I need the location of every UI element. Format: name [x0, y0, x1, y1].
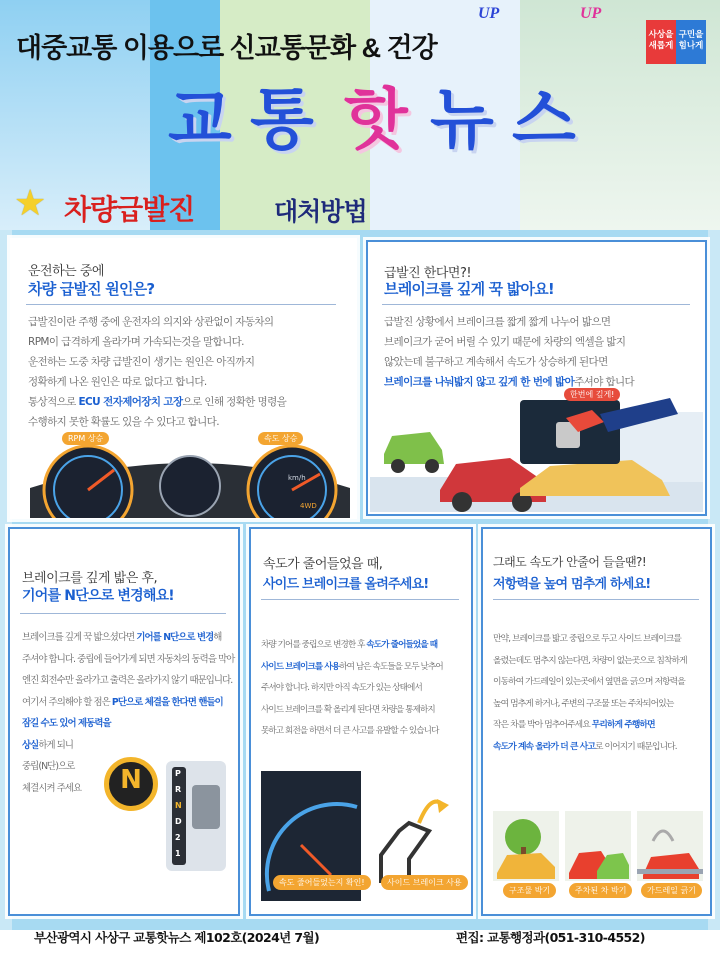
body-text: 정확하게 나온 원인은 따로 없다고 합니다.	[28, 376, 207, 388]
panel-heading: 저항력을 높여 멈추게 하세요!	[493, 577, 651, 592]
logo-line: 구민을	[678, 30, 704, 40]
caption: 구조물 박기	[503, 883, 556, 898]
body-text: 차량 기어를 중립으로 변경한 후	[261, 640, 367, 650]
body-text: 중립(N단)으로	[22, 761, 75, 772]
shift-label: 1	[175, 849, 181, 858]
headline: 대중교통 이용으로 신교통문화 & 건강	[16, 33, 437, 63]
panel-resistance	[481, 527, 712, 916]
body-line	[28, 332, 348, 352]
topic-title: 차량급발진	[64, 193, 195, 226]
body-text: 수행하지 못한 확률도 있을 수 있다고 합니다.	[28, 416, 219, 428]
divider	[26, 304, 336, 305]
panel-intro: 급발진 한다면?!	[384, 266, 472, 281]
masthead-char: 교	[168, 81, 232, 158]
body-text: 브레이크가 굳어 버릴 수 있기 때문에 차량의 엑셀을 밟지	[384, 336, 626, 348]
body-line	[384, 372, 702, 392]
emphasis-text: 사이드 브레이크를 사용	[261, 661, 340, 672]
caption: 가드레일 긁기	[641, 883, 702, 898]
panel-brake	[366, 240, 707, 516]
body-line	[22, 692, 236, 714]
shift-label: R	[175, 785, 182, 794]
body-line	[261, 635, 471, 657]
body-line	[384, 332, 702, 352]
shift-label: N	[175, 801, 182, 810]
caption: 속도 줄어들었는지 확인!	[273, 875, 371, 890]
panel-body	[261, 635, 471, 743]
body-text: 작은 차를 박아 멈추어주세요	[493, 720, 592, 730]
brake-scene-illustration	[370, 392, 703, 512]
body-text: 못하고 회전을 하면서 더 큰 사고를 유발할 수 있습니다	[261, 726, 439, 736]
divider	[261, 599, 459, 600]
masthead-char: 통	[250, 81, 314, 158]
topic-subtitle: 대처방법	[274, 197, 367, 226]
emphasis-text: 잠길 수도 있어 제동력을	[22, 718, 111, 729]
panel-heading: 사이드 브레이크를 올려주세요!	[263, 577, 429, 592]
panel-intro: 그래도 속도가 안줄어 들을땐?!	[493, 555, 647, 569]
body-text: 로 이어지기 때문입니다.	[595, 741, 677, 752]
body-line	[22, 627, 236, 649]
body-text: 하게 되니	[38, 739, 74, 751]
panel-body	[493, 629, 709, 758]
district-logo	[646, 20, 706, 64]
body-line	[22, 670, 236, 692]
divider	[493, 599, 699, 600]
panel-heading: 기어를 N단으로 변경해요!	[22, 588, 174, 604]
body-text: 올렸는데도 멈추지 않는다면, 차량이 없는곳으로 침착하게	[493, 655, 687, 666]
emphasis-text: 속도가 계속 올라가 더 큰 사고	[493, 741, 595, 752]
bubble-label: 한번에 깊게!	[564, 388, 620, 401]
speed-label: 속도 상승	[258, 432, 303, 445]
body-line	[384, 352, 702, 372]
body-text: 않았는데 불구하고 계속해서 속도가 상승하게 된다면	[384, 356, 608, 368]
star-icon: ★	[14, 183, 47, 224]
body-text: 주셔야 합니다	[574, 376, 635, 388]
body-line	[28, 352, 348, 372]
body-text: 높여 멈추게 하거나, 주변의 구조물 또는 주차되어있는	[493, 698, 674, 709]
body-line	[493, 672, 709, 694]
divider	[382, 304, 690, 305]
panel-heading: 차량 급발진 원인은?	[28, 280, 155, 298]
emphasis-text: 상실	[22, 739, 39, 751]
rpm-label: RPM 상승	[62, 432, 109, 445]
body-line	[28, 372, 348, 392]
body-text: 하여 남은 속도들을 모두 낮추어	[339, 661, 443, 672]
emphasis-text: 속도가 줄어들었을 때	[366, 640, 438, 650]
body-text: 사이드 브레이크를 확 올리게 된다면 차량을 통제하지	[261, 704, 435, 715]
shift-label: 2	[175, 833, 181, 842]
body-line	[261, 700, 471, 722]
body-text: RPM이 급격하게 올라가며 가속되는것을 말합니다.	[28, 336, 244, 348]
divider	[20, 613, 226, 614]
up-mark-2: UP	[580, 5, 602, 22]
body-text: 급발진이란 주행 중에 운전자의 의지와 상관없이 자동차의	[28, 316, 274, 328]
panel-neutral	[8, 527, 240, 916]
body-text: 운전하는 도중 차량 급발진이 생기는 원인은 아직까지	[28, 356, 255, 368]
caption: 사이드 브레이크 사용	[381, 875, 468, 890]
masthead-title	[168, 66, 588, 166]
emphasis-text: 브레이크를 나눠밟지 않고 깊게 한 번에 밟아	[384, 376, 575, 388]
body-line	[493, 694, 709, 716]
body-line	[493, 629, 709, 651]
editor-info: 편집: 교통행정과(051-310-4552)	[456, 930, 645, 945]
body-line	[493, 737, 709, 759]
shift-label: P	[175, 769, 181, 778]
logo-line: 힘나게	[678, 41, 704, 51]
emphasis-text: 무리하게 주행하면	[591, 720, 655, 730]
body-text: 주셔야 합니다. 중립에 들어가게 되면 자동차의 동력을 막아	[22, 653, 235, 665]
masthead-char: 핫	[344, 81, 408, 158]
emphasis-text: 기어를 N단으로 변경	[136, 632, 214, 643]
body-line	[261, 657, 471, 679]
gear-shifter	[166, 761, 226, 871]
body-text: 엔진 회전수만 올라가고 출력은 올라가지 않기 때문입니다.	[22, 675, 233, 686]
body-text: 통상적으로	[28, 396, 79, 408]
body-text: 주셔야 합니다. 하지만 아직 속도가 있는 상태에서	[261, 683, 422, 693]
masthead-char: 뉴	[430, 81, 494, 158]
gauge-4wd: 4WD	[300, 502, 317, 510]
panel-body	[28, 312, 348, 432]
body-text: 이동하여 가드레일이 있는곳에서 옆면을 긁으며 저항력을	[493, 677, 685, 687]
panel-cause	[10, 238, 357, 519]
body-text: 브레이크를 깊게 꾹 밟으셨다면	[22, 632, 137, 643]
body-text: 여기서 주의해야 할 점은	[22, 696, 112, 708]
body-line	[384, 312, 702, 332]
gauge-unit: km/h	[288, 474, 306, 482]
body-line	[493, 715, 709, 737]
body-line	[493, 651, 709, 673]
panel-intro: 브레이크를 깊게 밟은 후,	[22, 571, 158, 586]
panel-body	[384, 312, 702, 392]
panel-intro: 운전하는 중에	[28, 264, 104, 279]
body-text: 으로 인해 정확한 명령을	[182, 396, 287, 408]
emphasis-text: ECU 전자제어장치 고장	[78, 396, 183, 408]
up-mark-1: UP	[478, 5, 500, 22]
body-line	[22, 735, 236, 757]
panel-intro: 속도가 줄어들었을 때,	[263, 557, 383, 572]
caption: 주차된 차 박기	[569, 883, 632, 898]
body-text: 급발진 상황에서 브레이크를 짧게 짧게 나누어 밟으면	[384, 316, 611, 328]
masthead-char: 스	[512, 81, 576, 158]
body-line	[28, 392, 348, 412]
issue-info: 부산광역시 사상구 교통핫뉴스 제102호(2024년 7월)	[34, 930, 320, 945]
gear-n-label: N	[120, 765, 142, 795]
body-line	[22, 713, 236, 735]
panel-sidebrake	[249, 527, 473, 916]
emphasis-text: P단으로 체결을 한다면 핸들이	[111, 696, 223, 708]
shift-label: D	[175, 817, 182, 826]
body-line	[261, 678, 471, 700]
body-text: 만약, 브레이크를 밟고 중립으로 두고 사이드 브레이크를	[493, 634, 682, 644]
logo-line: 새롭게	[648, 41, 674, 51]
panel-heading: 브레이크를 깊게 꾹 밟아요!	[384, 280, 554, 298]
body-text: 해	[213, 632, 222, 643]
body-line	[28, 312, 348, 332]
logo-line: 사상을	[648, 30, 674, 40]
body-text: 체결시켜 주세요	[22, 782, 82, 794]
body-line	[22, 649, 236, 671]
body-line	[261, 721, 471, 743]
